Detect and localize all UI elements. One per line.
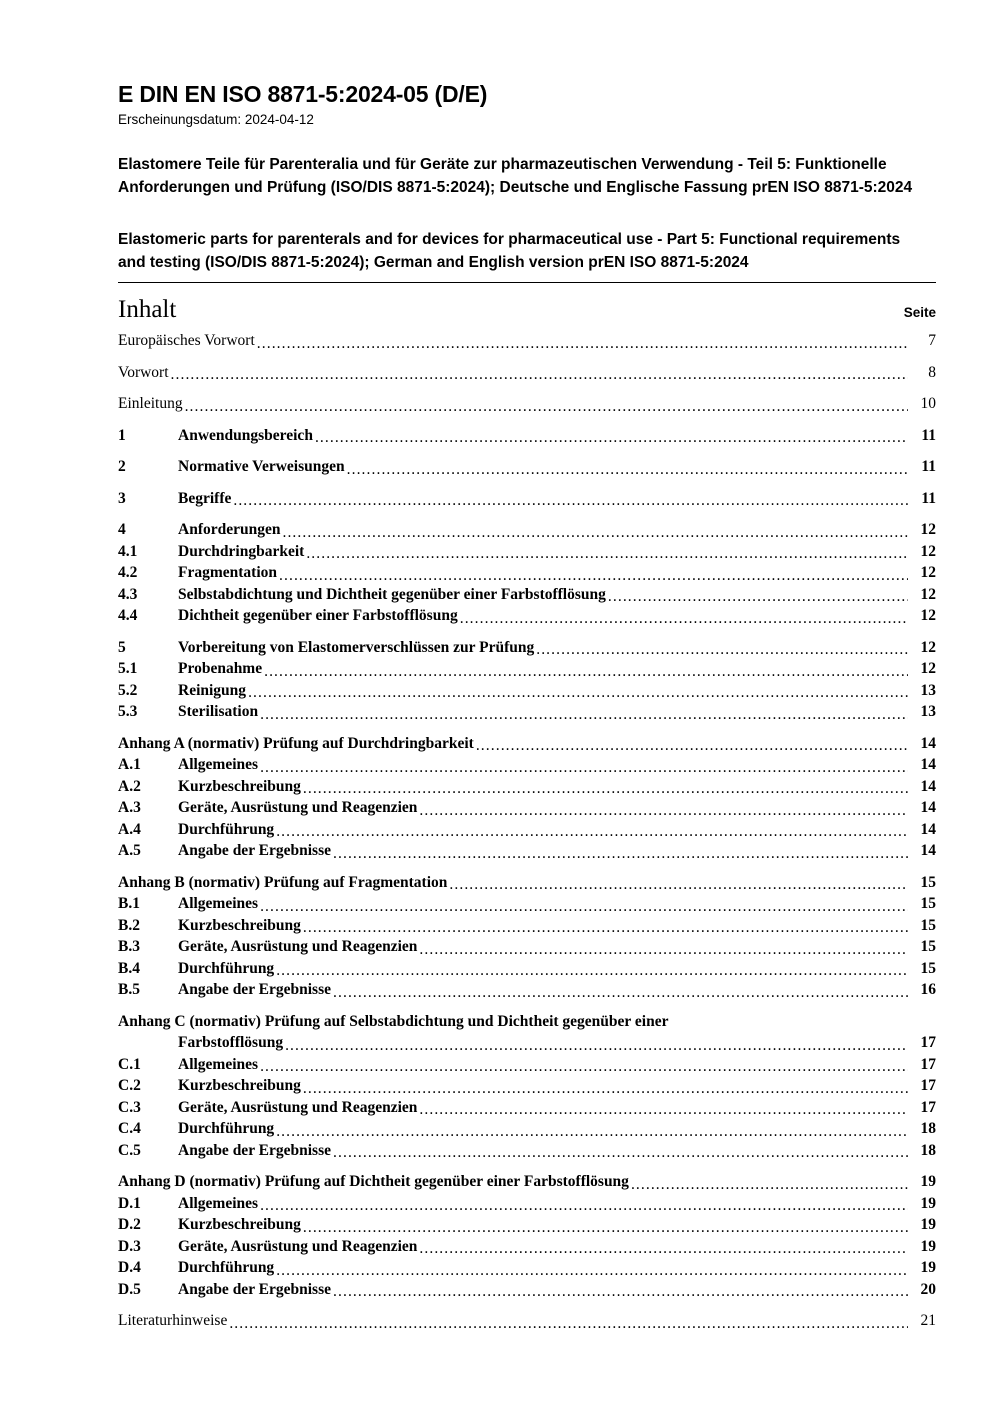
toc-entry-label: Allgemeines xyxy=(178,1055,259,1073)
toc-leader-dots xyxy=(264,664,908,680)
toc-entry-page: 15 xyxy=(920,916,936,934)
toc-leader-dots xyxy=(276,824,908,840)
toc-entry-page: 12 xyxy=(920,564,936,581)
toc-entry[interactable] xyxy=(118,798,936,819)
toc-entry-number: B.1 xyxy=(118,895,140,912)
toc-entry-page: 18 xyxy=(920,1141,936,1159)
toc-leader-dots xyxy=(631,1177,908,1193)
toc-entry[interactable] xyxy=(118,331,936,352)
toc-leader-dots xyxy=(260,899,908,915)
toc-entry[interactable] xyxy=(118,1194,936,1215)
toc-entry-label: Einleitung xyxy=(118,395,183,412)
toc-leader-dots xyxy=(282,525,908,541)
toc-entry-label: Geräte, Ausrüstung und Reagenzien xyxy=(178,938,418,955)
toc-leader-dots xyxy=(276,1124,908,1140)
toc-entry[interactable] xyxy=(118,1055,936,1076)
toc-entry-page: 19 xyxy=(920,1216,936,1233)
toc-entry-number: D.2 xyxy=(118,1216,141,1233)
toc-entry[interactable] xyxy=(118,1033,936,1054)
toc-leader-dots xyxy=(303,781,908,797)
toc-entry-label: Literaturhinweise xyxy=(118,1312,228,1329)
toc-entry-label: Anhang B (normativ) Prüfung auf Fragmentation xyxy=(118,873,448,891)
toc-entry-label: Geräte, Ausrüstung und Reagenzien xyxy=(178,1098,418,1116)
toc-leader-dots xyxy=(333,985,908,1001)
toc-entry-page: 12 xyxy=(920,607,936,624)
toc-entry-page: 15 xyxy=(920,938,936,955)
toc-entry-page: 18 xyxy=(920,1120,936,1137)
toc-entry-label: Normative Verweisungen xyxy=(178,458,345,475)
toc-entry[interactable] xyxy=(118,563,936,584)
toc-entry-label: Angabe der Ergebnisse xyxy=(178,981,332,998)
toc-entry-label: Anhang A (normativ) Prüfung auf Durchdringbarkeit xyxy=(118,734,474,752)
toc-entry-page: 15 xyxy=(920,873,936,891)
toc-entry[interactable] xyxy=(118,489,936,510)
toc-entry-page: 20 xyxy=(920,1280,936,1298)
toc-entry-page: 12 xyxy=(920,542,936,560)
toc-entry-label: Kurzbeschreibung xyxy=(178,1077,301,1094)
toc-entry-page: 19 xyxy=(920,1173,936,1190)
toc-entry-number: C.3 xyxy=(118,1098,141,1116)
toc-entry-number: 2 xyxy=(118,458,126,475)
toc-entry[interactable] xyxy=(118,1237,936,1258)
toc-entry-label: Durchführung xyxy=(178,1259,275,1276)
toc-entry-number: A.5 xyxy=(118,842,141,859)
toc-entry-label: Anwendungsbereich xyxy=(178,426,313,444)
toc-leader-dots xyxy=(476,738,908,754)
toc-entry-label: Fragmentation xyxy=(178,564,278,581)
toc-entry-number: C.2 xyxy=(118,1077,141,1094)
toc-entry-label: Durchführung xyxy=(178,1120,275,1137)
toc-entry-number: B.5 xyxy=(118,981,140,998)
toc-entry-number: C.5 xyxy=(118,1141,141,1159)
toc-leader-dots xyxy=(257,336,908,352)
toc-entry[interactable] xyxy=(118,1258,936,1279)
toc-entry-label: Anhang C (normativ) Prüfung auf Selbstabdichtung und Dichtheit gegenüber einer xyxy=(118,1012,669,1030)
toc-entry[interactable] xyxy=(118,1215,936,1236)
toc-header xyxy=(118,295,936,325)
toc-entry[interactable] xyxy=(118,659,936,680)
toc-entry-page: 14 xyxy=(920,842,936,859)
toc-entry-number: 4.2 xyxy=(118,564,138,581)
toc-entry-number: B.2 xyxy=(118,916,140,934)
toc-entry-page: 17 xyxy=(920,1034,936,1051)
toc-entry-number: 5.3 xyxy=(118,703,138,720)
toc-entry[interactable] xyxy=(118,734,936,755)
toc-leader-dots xyxy=(233,493,908,509)
toc-entry[interactable] xyxy=(118,1012,936,1033)
toc-entry-number: A.4 xyxy=(118,820,141,838)
toc-entry[interactable] xyxy=(118,1280,936,1301)
toc-entry-number: 4.1 xyxy=(118,542,138,560)
toc-entry[interactable] xyxy=(118,980,936,1001)
toc-entry-page: 14 xyxy=(920,756,936,773)
toc-leader-dots xyxy=(279,568,908,584)
toc-entry-label: Begriffe xyxy=(178,489,232,507)
toc-entry[interactable] xyxy=(118,1311,936,1332)
toc-entry-page: 19 xyxy=(920,1259,936,1276)
toc-entry[interactable] xyxy=(118,1119,936,1140)
toc-entry[interactable] xyxy=(118,702,936,723)
toc-entry-label: Probenahme xyxy=(178,660,263,677)
toc-entry-page: 11 xyxy=(921,489,936,507)
toc-leader-dots xyxy=(419,942,908,958)
toc-entry-number: D.1 xyxy=(118,1194,141,1212)
toc-entry-label: Angabe der Ergebnisse xyxy=(178,1280,332,1298)
toc-entry-number: A.3 xyxy=(118,799,141,816)
toc-entry[interactable] xyxy=(118,585,936,606)
toc-entry[interactable] xyxy=(118,606,936,627)
toc-entry-page: 11 xyxy=(921,426,936,444)
toc-leader-dots xyxy=(260,1059,908,1075)
toc-leader-dots xyxy=(347,462,908,478)
toc-entry[interactable] xyxy=(118,937,936,958)
toc-entry-page: 16 xyxy=(920,981,936,998)
toc-entry[interactable] xyxy=(118,1076,936,1097)
toc-entry-number: 3 xyxy=(118,489,126,507)
document-title-german: Elastomere Teile für Parenteralia und für Geräte zur pharmazeutischen Verwendung - Teil 5: Funktionelle Anforderungen und Prüfung (ISO/DIS 8871-5:2024); Deutsche und Englische Fassung prEN ISO 8871-5:2024 xyxy=(118,156,913,196)
toc-entry-number: B.4 xyxy=(118,959,140,977)
toc-entry-number: 5.1 xyxy=(118,660,138,677)
toc-entry[interactable] xyxy=(118,873,936,894)
toc-entry-number: 5.2 xyxy=(118,681,138,699)
toc-leader-dots xyxy=(171,367,908,383)
toc-entry-number: 4.4 xyxy=(118,607,138,624)
toc-entry-number: D.3 xyxy=(118,1237,141,1255)
toc-entry-number: 1 xyxy=(118,426,126,444)
toc-entry[interactable] xyxy=(118,363,936,384)
toc-entry-number: 4.3 xyxy=(118,585,138,603)
toc-entry-label: Allgemeines xyxy=(178,895,259,912)
toc-leader-dots xyxy=(260,1198,908,1214)
toc-leader-dots xyxy=(449,877,908,893)
toc-entry-page: 12 xyxy=(920,521,936,538)
toc-entry[interactable] xyxy=(118,959,936,980)
toc-entry[interactable] xyxy=(118,755,936,776)
toc-entry[interactable] xyxy=(118,638,936,659)
toc-title: Inhalt xyxy=(118,296,177,323)
toc-entry[interactable] xyxy=(118,841,936,862)
toc-entry-page: 14 xyxy=(920,777,936,795)
header-divider xyxy=(118,282,936,283)
toc-leader-dots xyxy=(229,1316,908,1332)
toc-entry-number: C.1 xyxy=(118,1055,141,1073)
toc-entry[interactable] xyxy=(118,426,936,447)
toc-leader-dots xyxy=(419,1102,908,1118)
toc-entry[interactable] xyxy=(118,1141,936,1162)
toc-entry-page: 15 xyxy=(920,959,936,977)
toc-leader-dots xyxy=(303,1220,908,1236)
toc-entry-label: Allgemeines xyxy=(178,756,259,773)
toc-entry-number: A.2 xyxy=(118,777,141,795)
toc-leader-dots xyxy=(285,1038,908,1054)
toc-entry-label: Dichtheit gegenüber einer Farbstofflösung xyxy=(178,607,458,624)
toc-entry-label: Geräte, Ausrüstung und Reagenzien xyxy=(178,1237,418,1255)
toc-entry[interactable] xyxy=(118,457,936,478)
toc-entry-page: 14 xyxy=(920,820,936,838)
toc-leader-dots xyxy=(419,803,908,819)
toc-leader-dots xyxy=(460,611,908,627)
toc-entry-page: 15 xyxy=(920,895,936,912)
toc-entry-label: Kurzbeschreibung xyxy=(178,916,301,934)
toc-leader-dots xyxy=(276,1263,908,1279)
toc-entry[interactable] xyxy=(118,1172,936,1193)
toc-leader-dots xyxy=(260,760,908,776)
toc-entry-page: 12 xyxy=(920,638,936,656)
toc-entry-number: C.4 xyxy=(118,1120,141,1137)
toc-entry-page: 10 xyxy=(920,395,936,412)
publication-date: Erscheinungsdatum: 2024-04-12 xyxy=(118,112,314,127)
toc-entry[interactable] xyxy=(118,777,936,798)
toc-leader-dots xyxy=(419,1241,908,1257)
toc-entry[interactable] xyxy=(118,681,936,702)
toc-leader-dots xyxy=(333,1284,908,1300)
toc-entry-page: 17 xyxy=(920,1098,936,1116)
toc-entry-page: 17 xyxy=(920,1055,936,1073)
toc-entry-number: D.5 xyxy=(118,1280,141,1298)
toc-entry-label: Kurzbeschreibung xyxy=(178,1216,301,1233)
toc-leader-dots xyxy=(303,920,908,936)
toc-entry-label: Durchführung xyxy=(178,820,275,838)
toc-leader-dots xyxy=(306,546,908,562)
toc-leader-dots xyxy=(303,1081,908,1097)
toc-entry-page: 14 xyxy=(920,734,936,752)
toc-page-column-header: Seite xyxy=(903,305,936,320)
toc-entry-label: Vorwort xyxy=(118,363,169,381)
toc-entry-page: 12 xyxy=(920,660,936,677)
toc-entry[interactable] xyxy=(118,820,936,841)
toc-entry-label: Anforderungen xyxy=(178,521,281,538)
toc-entry-page: 19 xyxy=(920,1237,936,1255)
toc-entry-page: 11 xyxy=(921,458,936,475)
document-title-english: Elastomeric parts for parenterals and for devices for pharmaceutical use - Part 5: Functional requirements and testing (ISO/DIS 8871-5:2024); German and English version prEN ISO 8871-5:2024 xyxy=(118,231,901,271)
toc-entry-label: Durchdringbarkeit xyxy=(178,542,305,560)
toc-entry-number: B.3 xyxy=(118,938,140,955)
toc-entry-page: 19 xyxy=(920,1194,936,1212)
toc-entry-label: Europäisches Vorwort xyxy=(118,332,255,349)
toc-entry[interactable] xyxy=(118,520,936,541)
toc-leader-dots xyxy=(608,589,908,605)
toc-entry[interactable] xyxy=(118,542,936,563)
toc-entry-page: 7 xyxy=(928,332,936,349)
toc-entry-label: Farbstofflösung xyxy=(178,1034,284,1051)
toc-entry-page: 13 xyxy=(920,703,936,720)
toc-entry-page: 14 xyxy=(920,799,936,816)
toc-leader-dots xyxy=(276,963,908,979)
toc-entry[interactable] xyxy=(118,1098,936,1119)
table-of-contents xyxy=(118,331,936,1332)
toc-entry-number: A.1 xyxy=(118,756,141,773)
toc-leader-dots xyxy=(315,430,908,446)
toc-entry-page: 12 xyxy=(920,585,936,603)
toc-entry-label: Vorbereitung von Elastomerverschlüssen zur Prüfung xyxy=(178,638,535,656)
toc-entry-number: D.4 xyxy=(118,1259,141,1276)
toc-entry-label: Geräte, Ausrüstung und Reagenzien xyxy=(178,799,418,816)
toc-entry-label: Selbstabdichtung und Dichtheit gegenüber einer Farbstofflösung xyxy=(178,585,606,603)
toc-entry-label: Allgemeines xyxy=(178,1194,259,1212)
toc-entry-page: 17 xyxy=(920,1077,936,1094)
toc-entry-label: Sterilisation xyxy=(178,703,259,720)
toc-entry-label: Angabe der Ergebnisse xyxy=(178,1141,332,1159)
toc-entry-label: Reinigung xyxy=(178,681,247,699)
toc-entry-label: Angabe der Ergebnisse xyxy=(178,842,332,859)
toc-entry-number: 4 xyxy=(118,521,126,538)
toc-leader-dots xyxy=(333,1145,908,1161)
toc-entry-label: Kurzbeschreibung xyxy=(178,777,301,795)
document-number: E DIN EN ISO 8871-5:2024-05 (D/E) xyxy=(118,81,488,107)
toc-entry-label: Durchführung xyxy=(178,959,275,977)
toc-leader-dots xyxy=(185,399,908,415)
toc-entry[interactable] xyxy=(118,916,936,937)
toc-entry[interactable] xyxy=(118,394,936,415)
toc-leader-dots xyxy=(536,642,908,658)
toc-leader-dots xyxy=(333,846,908,862)
toc-entry[interactable] xyxy=(118,894,936,915)
toc-entry-label: Anhang D (normativ) Prüfung auf Dichtheit gegenüber einer Farbstofflösung xyxy=(118,1173,629,1190)
toc-entry-page: 21 xyxy=(920,1312,936,1329)
toc-leader-dots xyxy=(260,707,908,723)
page-content xyxy=(118,80,936,1332)
toc-entry-number: 5 xyxy=(118,638,126,656)
toc-entry-page: 13 xyxy=(920,681,936,699)
toc-entry-page: 8 xyxy=(928,363,936,381)
toc-leader-dots xyxy=(248,685,908,701)
